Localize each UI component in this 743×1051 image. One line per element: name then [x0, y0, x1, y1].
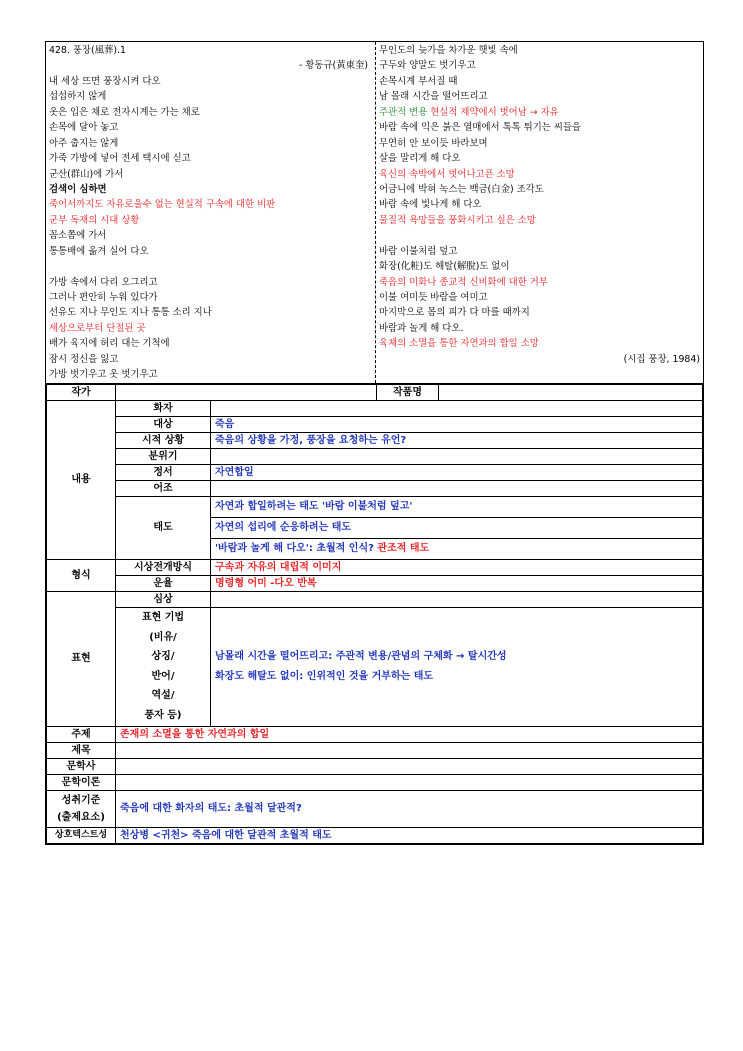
situation-label: 시적 상황 [116, 432, 211, 448]
technique-label-6: 풍자 등) [144, 709, 182, 721]
criteria-value: 죽음에 대한 화자의 태도: 초월적 달관적? [116, 790, 703, 827]
poem-line: 마지막으로 몸의 피가 다 마를 때까지 [379, 307, 530, 319]
title-value [116, 742, 703, 758]
emotion-label: 정서 [116, 464, 211, 480]
poem-right-column [376, 42, 703, 383]
poem-line: 그러나 편안히 누워 있다가 [49, 292, 158, 303]
poem-line: 육신의 속박에서 벗어나고픈 소망 [379, 168, 515, 180]
poem-line: 통통배에 옮겨 실어 다오 [49, 245, 149, 257]
poem-line: 죽음의 미화나 종교적 신비화에 대한 거부 [379, 276, 548, 288]
poem-line: 선유도 지나 무인도 지나 통통 소리 지나 [49, 307, 212, 319]
poem-line: 배가 육지에 허리 대는 기척에 [49, 338, 170, 350]
intertext-value: 천상병 <귀천> 죽음에 대한 달관적 초월적 태도 [116, 827, 703, 843]
poem-line: 가방 벗기우고 옷 벗기우고 [49, 369, 158, 381]
poem-line: 내 세상 뜨면 풍장시켜 다오 [49, 75, 161, 87]
history-label: 문학사 [47, 758, 116, 774]
rhythm-value: 명령형 어미 -다오 반복 [211, 575, 703, 591]
poem-line: 가죽 가방에 넣어 전세 택시에 싣고 [49, 153, 191, 165]
poem-line: 바람 이불처럼 덮고 [379, 245, 458, 257]
technique-value-1: 남몰래 시간을 떨어뜨리고: 주관적 변용/관념의 구체화 → 탈시간성 [215, 650, 507, 662]
work-label: 작품명 [377, 384, 439, 400]
development-value: 구속과 자유의 대립적 이미지 [211, 559, 703, 575]
poem-line: 잠시 정신을 잃고 [49, 353, 119, 365]
poem-line: 바람과 놀게 해 다오. [379, 322, 464, 334]
poem-line: 아주 춥지는 않게 [49, 137, 119, 149]
emotion-value: 자연합일 [211, 464, 703, 480]
development-label: 시상전개방식 [116, 559, 211, 575]
attitude-line-1: 자연과 합일하려는 태도 '바람 이불처럼 덮고' [211, 496, 703, 517]
theme-value: 존재의 소멸을 통한 자연과의 합일 [116, 726, 703, 742]
attitude-line-2: 자연의 섭리에 순응하려는 태도 [211, 517, 703, 538]
attitude-line-3-emph: 관조적 태도 [377, 543, 430, 555]
poem-source: (시집 풍장, 1984) [623, 353, 700, 365]
tone-value [211, 480, 703, 496]
poem-line: 꼼소쫌에 가서 [49, 230, 107, 242]
criteria-label-2: (출제요소) [57, 811, 105, 823]
poem-line: 살을 말리게 해 다오 [379, 153, 461, 165]
technique-label-1: 표현 기법 [141, 612, 185, 624]
poem-line: 옷은 입은 채로 전자시계는 가는 채로 [49, 106, 200, 118]
poem-line: 어금니에 박혀 녹스는 백금(白金) 조각도 [379, 183, 544, 195]
poem-line: 남 몰래 시간을 떨어뜨리고 [379, 91, 488, 103]
speaker-value [211, 400, 703, 416]
imagery-label: 심상 [116, 591, 211, 607]
history-value [116, 758, 703, 774]
theory-label: 문학이론 [47, 774, 116, 790]
mood-label: 분위기 [116, 448, 211, 464]
poem-line: 검색이 심하면 [49, 183, 107, 195]
situation-value: 죽음의 상황을 가정, 풍장을 요청하는 유언? [211, 432, 703, 448]
attitude-line-3-main: '바람과 놀게 해 다오': 초월적 인식? [215, 543, 378, 555]
poem-line: 화장(化粧)도 해탈(解脫)도 없이 [379, 261, 510, 273]
poem-line: 군산(群山)에 가서 [49, 168, 124, 180]
poem-line [379, 228, 700, 243]
intertext-label: 상호텍스트성 [47, 827, 116, 843]
mood-value [211, 448, 703, 464]
annotation-green: 주관적 변용 [379, 106, 428, 118]
technique-label-4: 반어/ [151, 670, 175, 682]
literature-worksheet [45, 41, 704, 845]
imagery-value [211, 591, 703, 607]
speaker-label: 화자 [116, 400, 211, 416]
poem-left-column [46, 42, 376, 383]
poem-line: 가방 속에서 다리 오그리고 [49, 276, 158, 288]
theme-label: 주제 [47, 726, 116, 742]
criteria-label-1: 성취기준 [61, 794, 101, 806]
rhythm-label: 운율 [116, 575, 211, 591]
theory-value [116, 774, 703, 790]
poem-line [49, 259, 372, 274]
poem-line: 무인도의 늦가을 차가운 햇빛 속에 [379, 45, 518, 56]
poem-line: 구두와 양말도 벗기우고 [379, 60, 476, 72]
expression-label: 표현 [47, 591, 116, 726]
author-value [116, 384, 377, 400]
object-value: 죽음 [211, 416, 703, 432]
tone-label: 어조 [116, 480, 211, 496]
poem-line: 죽어서까지도 자유로울수 없는 현실적 구속에 대한 비판 [49, 199, 276, 211]
title-label: 제목 [47, 742, 116, 758]
poem-line: 군부 독재의 시대 상황 [49, 214, 140, 226]
poem-line: 물질적 욕망들을 풍화시키고 싶은 소망 [379, 214, 536, 226]
poem-line [379, 105, 700, 120]
annotation-red: 현실적 제약에서 벗어남 → 자유 [427, 106, 559, 118]
poem-line: 바람 속에 빛나게 해 다오 [379, 199, 482, 211]
poem-line: 섭섭하지 않게 [49, 91, 107, 103]
form-label: 형식 [47, 559, 116, 591]
poem-line: 세상으로부터 단절된 곳 [49, 322, 146, 334]
technique-label [116, 607, 211, 726]
technique-value [211, 607, 703, 726]
poem-title: 428. 풍장(風葬).1 [49, 45, 126, 56]
poem-line: 육체의 소멸을 통한 자연과의 합일 소망 [379, 338, 539, 350]
criteria-label [47, 790, 116, 827]
object-label: 대상 [116, 416, 211, 432]
content-label: 내용 [47, 400, 116, 559]
attitude-label: 태도 [116, 496, 211, 559]
poem-line: 이불 여미듯 바람을 여미고 [379, 292, 488, 303]
poem-line: 바람 속에 익은 붉은 열매에서 톡톡 튀기는 씨들을 [379, 122, 581, 134]
technique-label-5: 역설/ [151, 690, 175, 702]
analysis-table [46, 384, 703, 844]
technique-label-3: 상징/ [151, 651, 175, 663]
work-value [439, 384, 703, 400]
technique-value-2: 화장도 해탈도 없이: 인위적인 것을 거부하는 태도 [215, 670, 434, 682]
technique-label-2: (비유/ [149, 631, 177, 643]
poem-line: 손목에 달아 놓고 [49, 122, 119, 134]
attitude-line-3 [211, 538, 703, 559]
poem-section [46, 42, 703, 384]
poem-author: - 황동규(黃東奎) [299, 60, 368, 72]
author-label: 작가 [47, 384, 116, 400]
poem-line: 손목시계 부서질 때 [379, 75, 458, 87]
poem-line: 무연히 안 보이듯 바라보며 [379, 137, 488, 149]
